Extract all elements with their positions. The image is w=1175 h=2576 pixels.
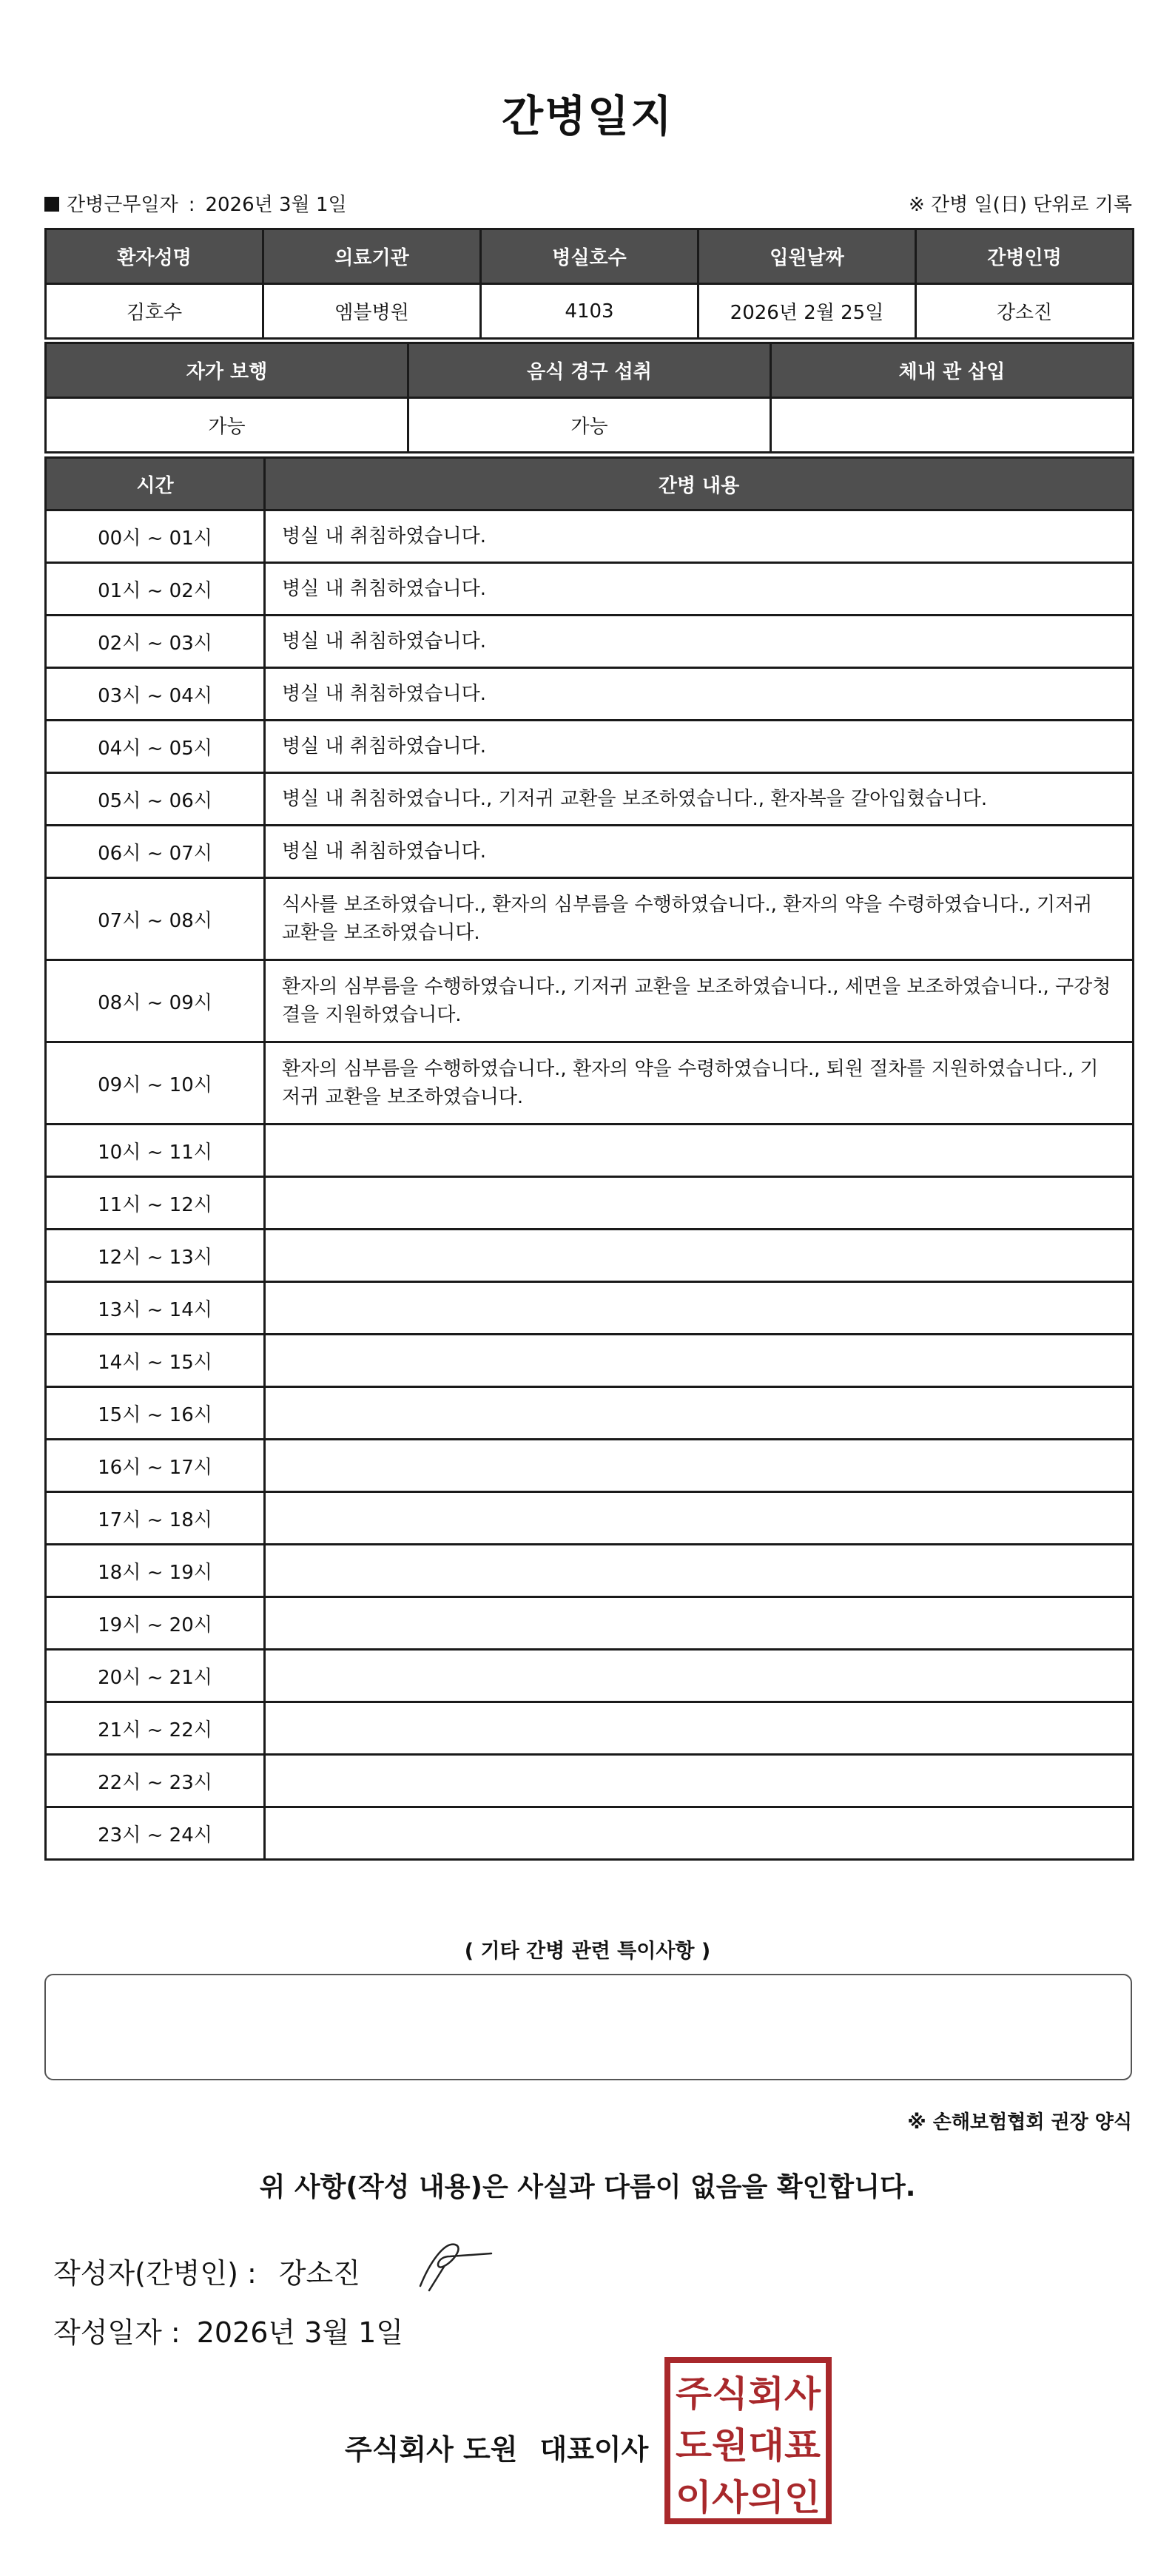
confirmation-statement: 위 사항(작성 내용)은 사실과 다름이 없음을 확인합니다. — [259, 2172, 916, 2202]
log-content-cell: 병실 내 취침하였습니다. — [263, 562, 1134, 616]
admission-date-value: 2026년 2월 25일 — [697, 283, 917, 340]
patient-status-table — [44, 342, 1132, 451]
log-content-cell — [263, 1701, 1134, 1756]
log-time-cell: 08시 ~ 09시 — [44, 959, 266, 1043]
writer-label: 작성자(간병인) : — [53, 2257, 257, 2290]
log-time-cell: 07시 ~ 08시 — [44, 877, 266, 961]
log-time-cell: 19시 ~ 20시 — [44, 1596, 266, 1651]
header-care-content: 간병 내용 — [263, 456, 1134, 511]
log-content-cell — [263, 1281, 1134, 1335]
written-date-line — [53, 2310, 403, 2350]
log-content-cell — [263, 1228, 1134, 1283]
header-tube: 체내 관 삽입 — [770, 342, 1134, 399]
notes-box — [44, 1974, 1132, 2080]
log-content-cell — [263, 1438, 1134, 1493]
log-time-cell: 20시 ~ 21시 — [44, 1648, 266, 1703]
company-line — [345, 2427, 648, 2467]
log-time-cell: 15시 ~ 16시 — [44, 1386, 266, 1440]
header-walking: 자가 보행 — [44, 342, 409, 399]
log-time-cell: 02시 ~ 03시 — [44, 614, 266, 669]
walking-value: 가능 — [44, 397, 409, 454]
hospital-value: 엠블병원 — [262, 283, 482, 340]
header-caregiver: 간병인명 — [915, 228, 1134, 285]
log-content-cell: 환자의 심부름을 수행하였습니다., 기저귀 교환을 보조하였습니다., 세면을 보조하였습니다., 구강청결을 지원하였습니다. — [263, 959, 1134, 1043]
writer-name: 강소진 — [278, 2257, 360, 2290]
log-content-cell: 병실 내 취침하였습니다. — [263, 509, 1134, 564]
header-admission-date: 입원날짜 — [697, 228, 917, 285]
header-time: 시간 — [44, 456, 266, 511]
log-time-cell: 10시 ~ 11시 — [44, 1123, 266, 1178]
header-hospital: 의료기관 — [262, 228, 482, 285]
log-time-cell: 23시 ~ 24시 — [44, 1806, 266, 1861]
room-value: 4103 — [479, 283, 699, 340]
written-date-label: 작성일자 : — [53, 2316, 181, 2349]
work-date — [44, 189, 347, 217]
patient-info-table — [44, 228, 1132, 337]
patient-name-value: 김호수 — [44, 283, 264, 340]
log-time-cell: 14시 ~ 15시 — [44, 1333, 266, 1388]
unit-note: ※ 간병 일(日) 단위로 기록 — [908, 194, 1132, 216]
log-time-cell: 18시 ~ 19시 — [44, 1543, 266, 1598]
log-content-cell: 병실 내 취침하였습니다., 기저귀 교환을 보조하였습니다., 환자복을 갈아입혔습니다. — [263, 772, 1134, 826]
log-time-cell: 09시 ~ 10시 — [44, 1041, 266, 1125]
log-content-cell: 병실 내 취침하였습니다. — [263, 824, 1134, 879]
caregiver-value: 강소진 — [915, 283, 1134, 340]
log-content-cell — [263, 1123, 1134, 1178]
log-time-cell: 05시 ~ 06시 — [44, 772, 266, 826]
care-log-table — [44, 456, 1132, 1858]
ceo-title: 대표이사 — [539, 2433, 649, 2466]
log-time-cell: 06시 ~ 07시 — [44, 824, 266, 879]
log-content-cell — [263, 1543, 1134, 1598]
log-content-cell: 병실 내 취침하였습니다. — [263, 614, 1134, 669]
log-time-cell: 01시 ~ 02시 — [44, 562, 266, 616]
log-time-cell: 11시 ~ 12시 — [44, 1176, 266, 1230]
handwritten-signature — [414, 2234, 496, 2293]
company-seal-stamp — [664, 2357, 832, 2524]
log-content-cell — [263, 1333, 1134, 1388]
log-content-cell — [263, 1753, 1134, 1808]
log-content-cell — [263, 1386, 1134, 1440]
company-name: 주식회사 도원 — [345, 2433, 518, 2466]
writer-line — [53, 2250, 360, 2291]
log-time-cell: 00시 ~ 01시 — [44, 509, 266, 564]
log-time-cell: 13시 ~ 14시 — [44, 1281, 266, 1335]
log-content-cell — [263, 1491, 1134, 1545]
work-date-value: 2026년 3월 1일 — [205, 194, 347, 216]
work-date-separator: : — [188, 194, 195, 216]
oral-intake-value: 가능 — [407, 397, 772, 454]
log-time-cell: 22시 ~ 23시 — [44, 1753, 266, 1808]
log-time-cell: 04시 ~ 05시 — [44, 719, 266, 774]
log-time-cell: 12시 ~ 13시 — [44, 1228, 266, 1283]
log-time-cell: 16시 ~ 17시 — [44, 1438, 266, 1493]
log-time-cell: 03시 ~ 04시 — [44, 667, 266, 721]
tube-value — [770, 397, 1134, 454]
notes-title: ( 기타 간병 관련 특이사항 ) — [464, 1940, 711, 1963]
seal-text-line: 도원대표 — [676, 2425, 821, 2467]
log-content-cell: 환자의 심부름을 수행하였습니다., 환자의 약을 수령하였습니다., 퇴원 절차를 지원하였습니다., 기저귀 교환을 보조하였습니다. — [263, 1041, 1134, 1125]
log-time-cell: 21시 ~ 22시 — [44, 1701, 266, 1756]
log-content-cell: 병실 내 취침하였습니다. — [263, 719, 1134, 774]
header-oral-intake: 음식 경구 섭취 — [407, 342, 772, 399]
page-title: 간병일지 — [501, 91, 674, 141]
log-time-cell: 17시 ~ 18시 — [44, 1491, 266, 1545]
form-note: ※ 손해보험협회 권장 양식 — [907, 2111, 1132, 2134]
work-date-label: 간병근무일자 — [67, 194, 178, 216]
header-room: 병실호수 — [479, 228, 699, 285]
log-content-cell: 병실 내 취침하였습니다. — [263, 667, 1134, 721]
square-bullet-icon — [44, 197, 59, 212]
header-patient-name: 환자성명 — [44, 228, 264, 285]
seal-text-line: 이사의인 — [676, 2477, 821, 2518]
log-content-cell — [263, 1596, 1134, 1651]
written-date-value: 2026년 3월 1일 — [196, 2316, 404, 2349]
log-content-cell — [263, 1648, 1134, 1703]
log-content-cell — [263, 1806, 1134, 1861]
log-content-cell: 식사를 보조하였습니다., 환자의 심부름을 수행하였습니다., 환자의 약을 수령하였습니다., 기저귀 교환을 보조하였습니다. — [263, 877, 1134, 961]
seal-text-line: 주식회사 — [676, 2373, 821, 2415]
log-content-cell — [263, 1176, 1134, 1230]
